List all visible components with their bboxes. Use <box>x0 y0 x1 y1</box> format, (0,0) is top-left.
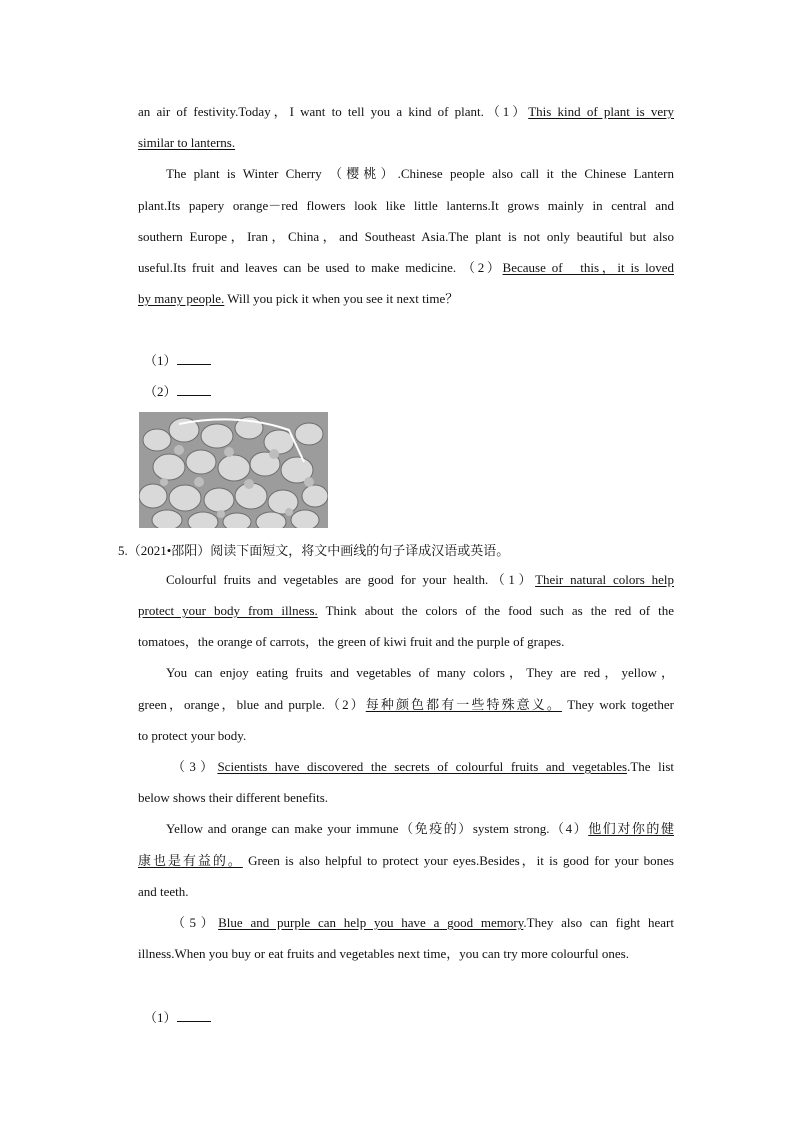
q5-line12 <box>172 914 674 932</box>
q5-underlined-4-end: 康也是有益的。 <box>138 853 243 868</box>
answer-1-1 <box>144 352 211 370</box>
q5-line5 <box>138 696 674 714</box>
q5-line1 <box>166 571 674 589</box>
q5-underlined-3: Scientists have discovered the secrets of colourful fruits and vegetables <box>217 759 628 774</box>
q5-text: Think about the colors of the food such as the red of the <box>317 603 674 618</box>
q5-text: .The list <box>627 759 674 774</box>
passage1-line2 <box>138 134 674 152</box>
q5-text: Colourful fruits and vegetables are good for your health.（1） <box>166 572 536 587</box>
q5-line9 <box>166 820 674 838</box>
underlined-sentence-1: This kind of plant is very <box>528 104 674 119</box>
question-5-heading: 5.（2021•邵阳）阅读下面短文，将文中画线的句子译成汉语或英语。 <box>118 543 510 558</box>
q5-underlined-2: 每种颜色都有一些特殊意义。 <box>365 697 562 712</box>
q5-line6: to protect your body. <box>138 728 247 743</box>
passage1-text: an air of festivity.Today，I want to tell you a kind of plant.（1） <box>138 104 529 119</box>
q5-text: （5） <box>172 915 219 930</box>
q5-underlined-5: Blue and purple can help you have a good memory <box>218 915 524 930</box>
underlined-sentence-2-end: by many people. <box>138 291 225 306</box>
q5-underlined-1-end: protect your body from illness. <box>138 603 318 618</box>
q5-text: Green is also helpful to protect your eyes.Besides，it is good for your bones <box>242 853 674 868</box>
q5-line2 <box>138 602 674 620</box>
passage1-line3: The plant is Winter Cherry （樱桃）.Chinese people also call it the Chinese Lantern <box>166 166 674 181</box>
q5-text: green，orange，blue and purple.（2） <box>138 697 366 712</box>
answer-label: （2） <box>144 384 177 399</box>
q5-line11: and teeth. <box>138 884 189 899</box>
passage1-text: useful.Its fruit and leaves can be used to make medicine. （2） <box>138 260 503 275</box>
q5-line4: You can enjoy eating fruits and vegetables of many colors，They are red，yellow， <box>166 665 674 680</box>
answer-1-2 <box>144 383 211 401</box>
q5-line7 <box>172 758 674 776</box>
passage1-text: Will you pick it when you see it next time？ <box>224 291 459 306</box>
answer-label: （1） <box>144 1010 177 1025</box>
answer-blank[interactable] <box>177 383 211 396</box>
q5-line13: illness.When you buy or eat fruits and vegetables next time，you can try more colourful ones. <box>138 946 629 961</box>
q5-line8: below shows their different benefits. <box>138 790 329 805</box>
q5-text: Yellow and orange can make your immune（免疫的）system strong.（4） <box>166 821 589 836</box>
passage1-line7 <box>138 290 674 308</box>
passage1-line1 <box>138 103 674 121</box>
passage1-line6 <box>138 259 674 277</box>
q5-text: （3） <box>172 759 218 774</box>
answer-blank[interactable] <box>177 1009 211 1022</box>
q5-underlined-4: 他们对你的健 <box>588 821 674 836</box>
underlined-sentence-1-end: similar to lanterns. <box>138 135 236 150</box>
q5-underlined-1: Their natural colors help <box>535 572 674 587</box>
q5-text: .They also can fight heart <box>523 915 674 930</box>
passage1-line5: southern Europe，Iran，China，and Southeast Asia.The plant is not only beautiful but also <box>138 229 674 244</box>
q5-line10 <box>138 852 674 870</box>
answer-blank[interactable] <box>177 352 211 365</box>
q5-text: They work together <box>561 697 674 712</box>
answer-label: （1） <box>144 353 177 368</box>
passage1-line4: plant.Its papery orange－red flowers look like little lanterns.It grows mainly in central and <box>138 198 674 213</box>
winter-cherry-photo <box>139 412 328 528</box>
underlined-sentence-2: Because of this，it is loved <box>502 260 675 275</box>
q5-line3: tomatoes，the orange of carrots，the green of kiwi fruit and the purple of grapes. <box>138 634 565 649</box>
answer-5-1 <box>144 1009 211 1027</box>
